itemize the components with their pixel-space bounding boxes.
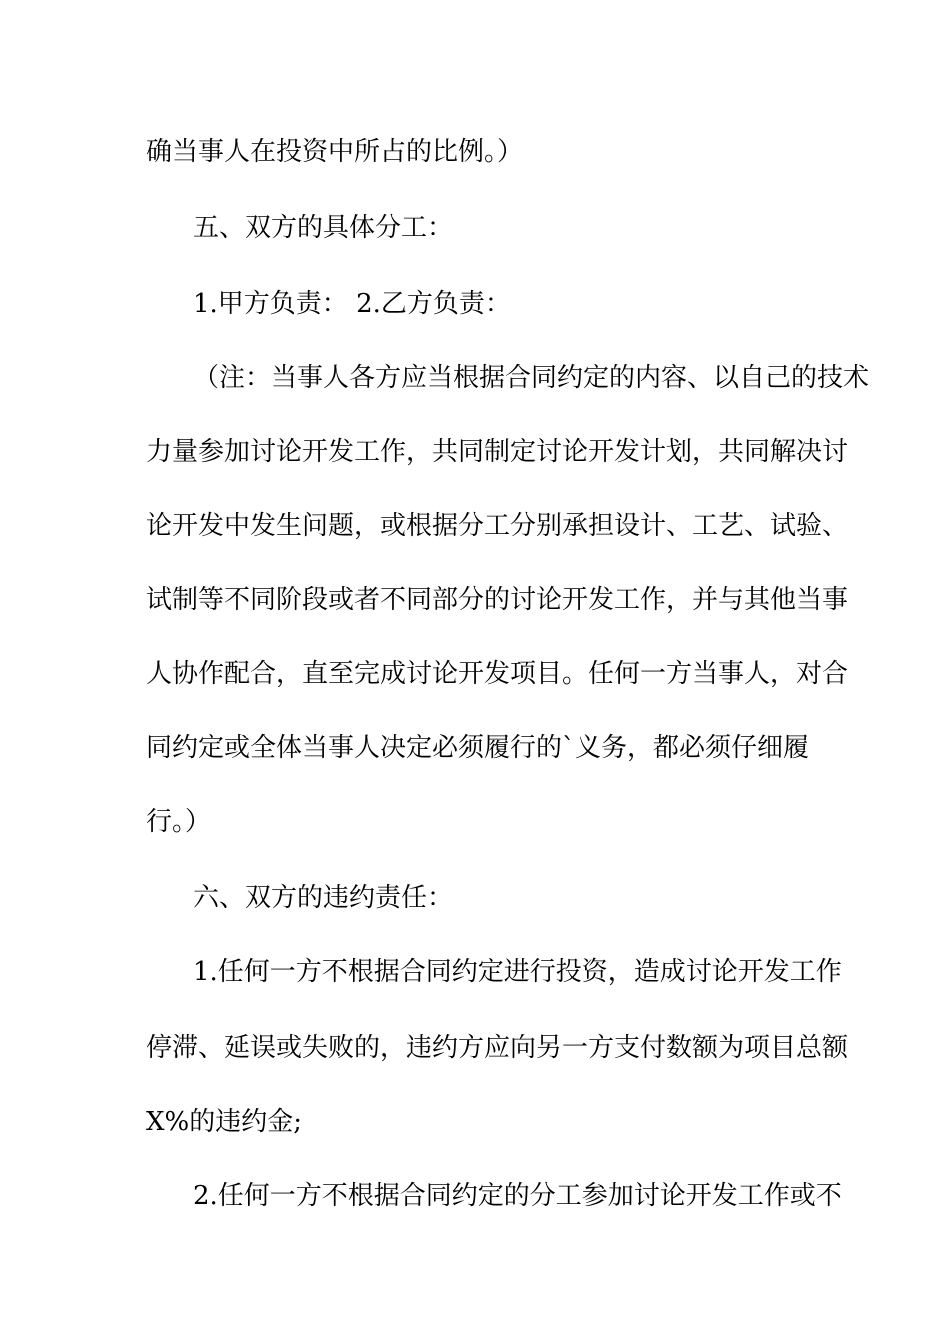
text-line-13: 停滞、延误或失败的，违约方应向另一方支付数额为项目总额 (146, 1033, 849, 1063)
text-line-12: 1.任何一方不根据合同约定进行投资，造成讨论开发工作 (193, 957, 842, 987)
text-line-4: （注：当事人各方应当根据合同约定的内容、以自己的技术 (193, 363, 870, 393)
text-line-5: 力量参加讨论开发工作，共同制定讨论开发计划，共同解决讨 (146, 437, 849, 467)
section-heading-6: 六、双方的违约责任： (193, 883, 454, 913)
text-line-10: 行。） (146, 807, 212, 837)
text-line-8: 人协作配合，直至完成讨论开发项目。任何一方当事人，对合 (146, 659, 849, 689)
text-line-6: 论开发中发生问题，或根据分工分别承担设计、工艺、试验、 (146, 511, 849, 541)
text-line-15: 2.任何一方不根据合同约定的分工参加讨论开发工作或不 (193, 1181, 842, 1211)
text-line-9: 同约定或全体当事人决定必须履行的`义务，都必须仔细履 (146, 733, 810, 763)
text-line-1: 确当事人在投资中所占的比例。） (146, 137, 524, 167)
text-line-7: 试制等不同阶段或者不同部分的讨论开发工作，并与其他当事 (146, 585, 849, 615)
section-heading-5: 五、双方的具体分工： (193, 213, 454, 243)
text-line-3: 1.甲方负责： 2.乙方负责： (193, 289, 511, 319)
text-line-14: X%的违约金; (146, 1107, 302, 1137)
